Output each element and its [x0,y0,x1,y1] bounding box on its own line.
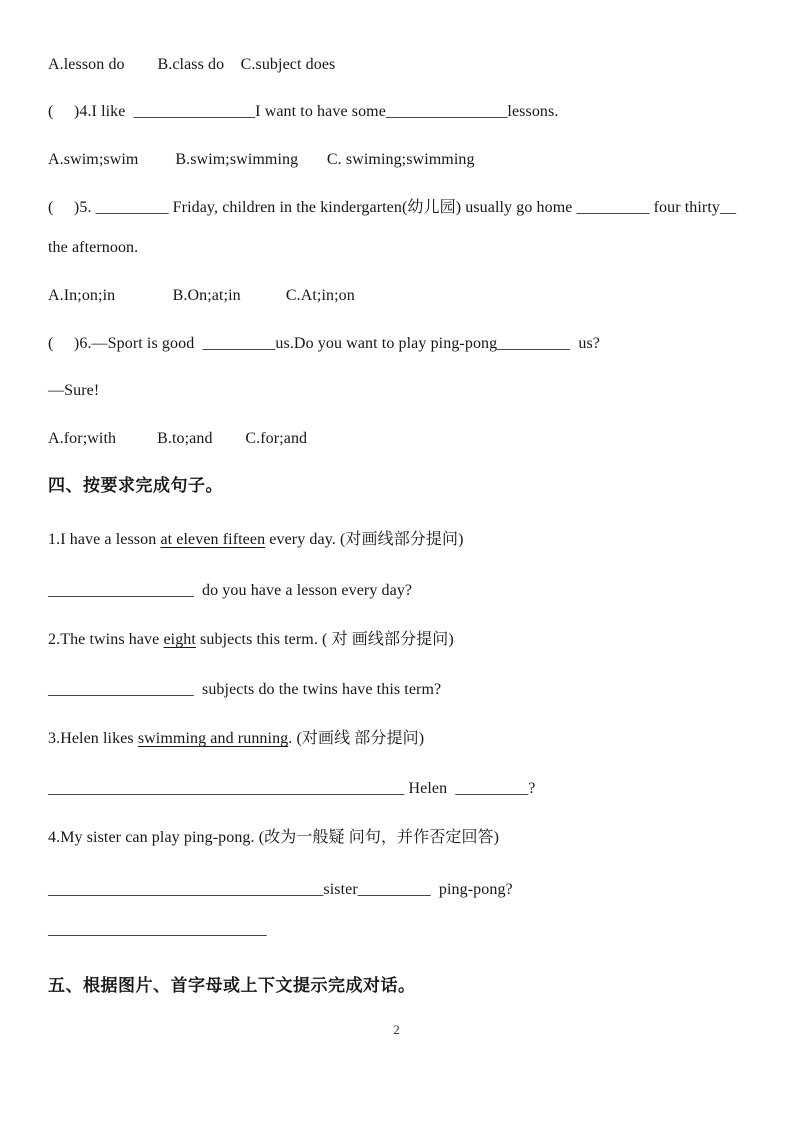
rewrite-4-stem: 4.My sister can play ping-pong. (改为一般疑 问句，并作否定回答) [48,829,500,846]
question-5-options: A.In;on;in B.On;at;in C.At;in;on [48,287,355,304]
section-4-heading: 四、按要求完成句子。 [48,476,223,495]
rewrite-3-underlined: swimming and running [137,730,289,747]
rewrite-3-pre: 3.Helen likes [48,730,138,747]
rewrite-1-underlined: at eleven fifteen [160,531,266,548]
rewrite-3-answer-blank: ____________________________________________ Helen _________? [48,780,536,797]
question-5-stem: ( )5. _________ Friday, children in the kindergarten(幼儿园) usually go home _________ four thirty__ [48,199,737,216]
rewrite-2-answer-blank: __________________ subjects do the twins have this term? [48,681,442,698]
page-number: 2 [393,1022,400,1037]
question-6-options: A.for;with B.to;and C.for;and [48,430,308,447]
section-5-heading: 五、根据图片、首字母或上下文提示完成对话。 [48,976,416,995]
rewrite-1-stem [48,530,464,550]
question-3-options: A.lesson do B.class do C.subject does [48,56,336,73]
rewrite-4-answer-blank-2: ___________________________ [48,921,267,938]
rewrite-1-post: every day. (对画线部分提问) [265,531,464,548]
rewrite-2-pre: 2.The twins have [48,631,164,648]
question-6-reply: —Sure! [48,382,100,399]
rewrite-1-pre: 1.I have a lesson [48,531,161,548]
rewrite-2-stem [48,630,454,650]
question-4-options: A.swim;swim B.swim;swimming C. swiming;swimming [48,151,475,168]
question-4-stem: ( )4.I like _______________I want to have some_______________lessons. [48,103,559,120]
rewrite-2-post: subjects this term. ( 对 画线部分提问) [195,631,454,648]
rewrite-3-stem [48,729,424,749]
rewrite-4-answer-blank: __________________________________sister_________ ping-pong? [48,881,513,898]
rewrite-3-post: . (对画线 部分提问) [288,730,425,747]
rewrite-2-underlined: eight [163,631,196,648]
rewrite-1-answer-blank: __________________ do you have a lesson every day? [48,582,413,599]
question-5-continuation: the afternoon. [48,239,139,256]
question-6-stem: ( )6.—Sport is good _________us.Do you want to play ping-pong_________ us? [48,335,600,352]
